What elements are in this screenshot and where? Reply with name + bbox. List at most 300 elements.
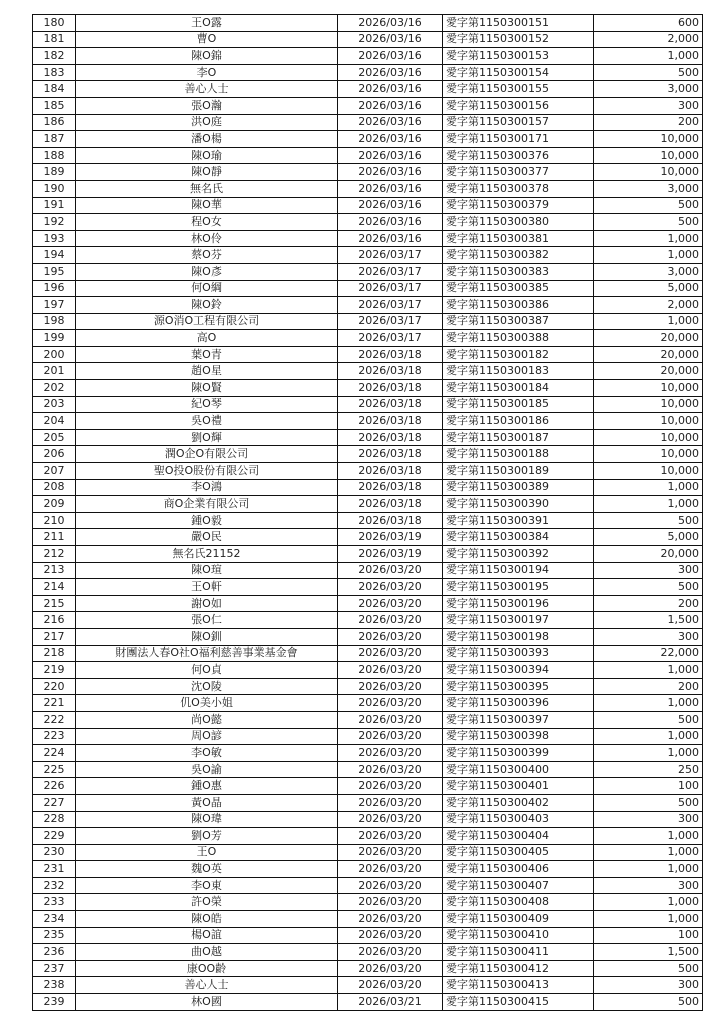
donation-date-cell: 2026/03/18 (338, 496, 443, 513)
table-row (33, 794, 703, 811)
amount-cell: 10,000 (594, 147, 703, 164)
donation-date-cell: 2026/03/20 (338, 861, 443, 878)
donor-name-cell: 楊O誼 (76, 927, 338, 944)
donation-date-cell: 2026/03/20 (338, 761, 443, 778)
donor-name-cell: 尚O懿 (76, 711, 338, 728)
table-row (33, 48, 703, 65)
amount-cell: 500 (594, 794, 703, 811)
receipt-number-cell: 愛字第1150300396 (443, 695, 594, 712)
receipt-number-cell: 愛字第1150300387 (443, 313, 594, 330)
receipt-number-cell: 愛字第1150300378 (443, 180, 594, 197)
row-number-cell: 214 (33, 579, 76, 596)
receipt-number-cell: 愛字第1150300151 (443, 15, 594, 32)
donation-date-cell: 2026/03/20 (338, 562, 443, 579)
table-row (33, 728, 703, 745)
row-number-cell: 230 (33, 844, 76, 861)
table-row (33, 877, 703, 894)
row-number-cell: 215 (33, 595, 76, 612)
receipt-number-cell: 愛字第1150300182 (443, 346, 594, 363)
row-number-cell: 182 (33, 48, 76, 65)
receipt-number-cell: 愛字第1150300386 (443, 297, 594, 314)
table-row (33, 247, 703, 264)
donor-name-cell: 無名氏21152 (76, 546, 338, 563)
donor-name-cell: 無名氏 (76, 180, 338, 197)
table-row (33, 612, 703, 629)
donor-name-cell: 洪O庭 (76, 114, 338, 131)
amount-cell: 300 (594, 977, 703, 994)
receipt-number-cell: 愛字第1150300186 (443, 413, 594, 430)
amount-cell: 1,000 (594, 662, 703, 679)
receipt-number-cell: 愛字第1150300381 (443, 230, 594, 247)
donor-name-cell: 林O國 (76, 994, 338, 1011)
row-number-cell: 233 (33, 894, 76, 911)
donor-name-cell: 曲O越 (76, 944, 338, 961)
receipt-number-cell: 愛字第1150300155 (443, 81, 594, 98)
table-row (33, 380, 703, 397)
amount-cell: 1,500 (594, 944, 703, 961)
amount-cell: 1,500 (594, 612, 703, 629)
amount-cell: 600 (594, 15, 703, 32)
donor-name-cell: 李O敏 (76, 745, 338, 762)
receipt-number-cell: 愛字第1150300183 (443, 363, 594, 380)
amount-cell: 1,000 (594, 911, 703, 928)
donor-name-cell: 謝O如 (76, 595, 338, 612)
donation-date-cell: 2026/03/16 (338, 97, 443, 114)
amount-cell: 10,000 (594, 396, 703, 413)
donation-date-cell: 2026/03/20 (338, 645, 443, 662)
donation-date-cell: 2026/03/20 (338, 894, 443, 911)
amount-cell: 2,000 (594, 297, 703, 314)
row-number-cell: 207 (33, 463, 76, 480)
receipt-number-cell: 愛字第1150300415 (443, 994, 594, 1011)
donor-name-cell: 葉O青 (76, 346, 338, 363)
amount-cell: 10,000 (594, 429, 703, 446)
table-row (33, 927, 703, 944)
receipt-number-cell: 愛字第1150300402 (443, 794, 594, 811)
row-number-cell: 222 (33, 711, 76, 728)
table-row (33, 778, 703, 795)
donor-name-cell: 善心人士 (76, 977, 338, 994)
donation-date-cell: 2026/03/20 (338, 960, 443, 977)
table-row (33, 131, 703, 148)
donation-date-cell: 2026/03/16 (338, 64, 443, 81)
receipt-number-cell: 愛字第1150300188 (443, 446, 594, 463)
row-number-cell: 188 (33, 147, 76, 164)
row-number-cell: 184 (33, 81, 76, 98)
row-number-cell: 209 (33, 496, 76, 513)
donation-date-cell: 2026/03/17 (338, 297, 443, 314)
row-number-cell: 199 (33, 330, 76, 347)
amount-cell: 3,000 (594, 263, 703, 280)
receipt-number-cell: 愛字第1150300393 (443, 645, 594, 662)
amount-cell: 1,000 (594, 230, 703, 247)
receipt-number-cell: 愛字第1150300406 (443, 861, 594, 878)
donation-table-body (33, 15, 703, 1011)
donation-date-cell: 2026/03/20 (338, 877, 443, 894)
donor-name-cell: 陳O鈴 (76, 297, 338, 314)
amount-cell: 20,000 (594, 346, 703, 363)
donation-date-cell: 2026/03/16 (338, 48, 443, 65)
donor-name-cell: 劉O芳 (76, 828, 338, 845)
receipt-number-cell: 愛字第1150300397 (443, 711, 594, 728)
table-row (33, 313, 703, 330)
table-row (33, 861, 703, 878)
donation-date-cell: 2026/03/16 (338, 15, 443, 32)
amount-cell: 300 (594, 811, 703, 828)
row-number-cell: 201 (33, 363, 76, 380)
donation-date-cell: 2026/03/18 (338, 512, 443, 529)
row-number-cell: 228 (33, 811, 76, 828)
receipt-number-cell: 愛字第1150300157 (443, 114, 594, 131)
amount-cell: 500 (594, 512, 703, 529)
table-row (33, 446, 703, 463)
receipt-number-cell: 愛字第1150300411 (443, 944, 594, 961)
table-row (33, 197, 703, 214)
donation-date-cell: 2026/03/16 (338, 230, 443, 247)
amount-cell: 200 (594, 114, 703, 131)
receipt-number-cell: 愛字第1150300395 (443, 678, 594, 695)
amount-cell: 500 (594, 994, 703, 1011)
amount-cell: 300 (594, 628, 703, 645)
table-row (33, 479, 703, 496)
table-row (33, 695, 703, 712)
amount-cell: 1,000 (594, 313, 703, 330)
row-number-cell: 234 (33, 911, 76, 928)
amount-cell: 500 (594, 64, 703, 81)
donor-name-cell: 康OO齡 (76, 960, 338, 977)
table-row (33, 496, 703, 513)
table-row (33, 363, 703, 380)
receipt-number-cell: 愛字第1150300154 (443, 64, 594, 81)
receipt-number-cell: 愛字第1150300194 (443, 562, 594, 579)
donation-date-cell: 2026/03/17 (338, 263, 443, 280)
donor-name-cell: 陳O彥 (76, 263, 338, 280)
receipt-number-cell: 愛字第1150300394 (443, 662, 594, 679)
donation-date-cell: 2026/03/18 (338, 413, 443, 430)
donation-date-cell: 2026/03/19 (338, 546, 443, 563)
donation-date-cell: 2026/03/17 (338, 247, 443, 264)
table-row (33, 529, 703, 546)
row-number-cell: 213 (33, 562, 76, 579)
table-row (33, 678, 703, 695)
receipt-number-cell: 愛字第1150300156 (443, 97, 594, 114)
amount-cell: 1,000 (594, 48, 703, 65)
donation-date-cell: 2026/03/20 (338, 977, 443, 994)
row-number-cell: 235 (33, 927, 76, 944)
row-number-cell: 231 (33, 861, 76, 878)
donor-name-cell: 何O貞 (76, 662, 338, 679)
receipt-number-cell: 愛字第1150300401 (443, 778, 594, 795)
donor-name-cell: 何O綱 (76, 280, 338, 297)
receipt-number-cell: 愛字第1150300185 (443, 396, 594, 413)
table-row (33, 164, 703, 181)
receipt-number-cell: 愛字第1150300388 (443, 330, 594, 347)
row-number-cell: 226 (33, 778, 76, 795)
row-number-cell: 195 (33, 263, 76, 280)
donor-name-cell: 趙O星 (76, 363, 338, 380)
table-row (33, 81, 703, 98)
donor-name-cell: 嚴O民 (76, 529, 338, 546)
amount-cell: 200 (594, 595, 703, 612)
donor-name-cell: 王O軒 (76, 579, 338, 596)
row-number-cell: 203 (33, 396, 76, 413)
table-row (33, 960, 703, 977)
donation-date-cell: 2026/03/20 (338, 828, 443, 845)
donation-date-cell: 2026/03/16 (338, 164, 443, 181)
donation-date-cell: 2026/03/19 (338, 529, 443, 546)
table-row (33, 64, 703, 81)
donor-name-cell: 潘O楊 (76, 131, 338, 148)
table-row (33, 894, 703, 911)
receipt-number-cell: 愛字第1150300392 (443, 546, 594, 563)
donor-name-cell: 陳O靜 (76, 164, 338, 181)
table-row (33, 15, 703, 32)
donation-date-cell: 2026/03/20 (338, 678, 443, 695)
donor-name-cell: 張O瀚 (76, 97, 338, 114)
row-number-cell: 183 (33, 64, 76, 81)
receipt-number-cell: 愛字第1150300376 (443, 147, 594, 164)
table-row (33, 97, 703, 114)
table-row (33, 297, 703, 314)
row-number-cell: 185 (33, 97, 76, 114)
amount-cell: 500 (594, 711, 703, 728)
row-number-cell: 208 (33, 479, 76, 496)
table-row (33, 546, 703, 563)
amount-cell: 20,000 (594, 546, 703, 563)
receipt-number-cell: 愛字第1150300407 (443, 877, 594, 894)
donor-name-cell: 周O諺 (76, 728, 338, 745)
donor-name-cell: 財團法人春O社O福利慈善事業基金會 (76, 645, 338, 662)
donation-date-cell: 2026/03/20 (338, 927, 443, 944)
donor-name-cell: 仉O美小姐 (76, 695, 338, 712)
table-row (33, 230, 703, 247)
donation-date-cell: 2026/03/16 (338, 81, 443, 98)
amount-cell: 10,000 (594, 380, 703, 397)
row-number-cell: 206 (33, 446, 76, 463)
row-number-cell: 193 (33, 230, 76, 247)
amount-cell: 1,000 (594, 844, 703, 861)
row-number-cell: 196 (33, 280, 76, 297)
row-number-cell: 232 (33, 877, 76, 894)
row-number-cell: 239 (33, 994, 76, 1011)
row-number-cell: 212 (33, 546, 76, 563)
table-row (33, 628, 703, 645)
donation-date-cell: 2026/03/17 (338, 330, 443, 347)
amount-cell: 1,000 (594, 496, 703, 513)
amount-cell: 10,000 (594, 164, 703, 181)
donation-date-cell: 2026/03/18 (338, 446, 443, 463)
amount-cell: 10,000 (594, 131, 703, 148)
donor-name-cell: 程O女 (76, 214, 338, 231)
receipt-number-cell: 愛字第1150300187 (443, 429, 594, 446)
donation-date-cell: 2026/03/20 (338, 844, 443, 861)
amount-cell: 20,000 (594, 330, 703, 347)
donor-name-cell: 沈O陵 (76, 678, 338, 695)
donor-name-cell: 陳O錦 (76, 48, 338, 65)
receipt-number-cell: 愛字第1150300408 (443, 894, 594, 911)
table-row (33, 645, 703, 662)
table-row (33, 579, 703, 596)
donor-name-cell: 陳O華 (76, 197, 338, 214)
donation-date-cell: 2026/03/20 (338, 628, 443, 645)
receipt-number-cell: 愛字第1150300197 (443, 612, 594, 629)
donation-date-cell: 2026/03/17 (338, 313, 443, 330)
receipt-number-cell: 愛字第1150300403 (443, 811, 594, 828)
donor-name-cell: 陳O賢 (76, 380, 338, 397)
table-row (33, 263, 703, 280)
table-row (33, 512, 703, 529)
row-number-cell: 187 (33, 131, 76, 148)
amount-cell: 5,000 (594, 280, 703, 297)
receipt-number-cell: 愛字第1150300377 (443, 164, 594, 181)
table-row (33, 662, 703, 679)
receipt-number-cell: 愛字第1150300399 (443, 745, 594, 762)
table-row (33, 180, 703, 197)
donation-date-cell: 2026/03/20 (338, 944, 443, 961)
amount-cell: 300 (594, 877, 703, 894)
amount-cell: 22,000 (594, 645, 703, 662)
row-number-cell: 202 (33, 380, 76, 397)
table-row (33, 214, 703, 231)
donor-name-cell: 王O露 (76, 15, 338, 32)
row-number-cell: 190 (33, 180, 76, 197)
donor-name-cell: 潤O企O有限公司 (76, 446, 338, 463)
donor-name-cell: 王O (76, 844, 338, 861)
amount-cell: 300 (594, 562, 703, 579)
donation-date-cell: 2026/03/16 (338, 114, 443, 131)
amount-cell: 1,000 (594, 247, 703, 264)
amount-cell: 100 (594, 778, 703, 795)
receipt-number-cell: 愛字第1150300413 (443, 977, 594, 994)
donor-name-cell: 李O東 (76, 877, 338, 894)
donor-name-cell: 陳O釧 (76, 628, 338, 645)
row-number-cell: 237 (33, 960, 76, 977)
donation-date-cell: 2026/03/16 (338, 131, 443, 148)
receipt-number-cell: 愛字第1150300389 (443, 479, 594, 496)
row-number-cell: 180 (33, 15, 76, 32)
row-number-cell: 217 (33, 628, 76, 645)
amount-cell: 3,000 (594, 81, 703, 98)
receipt-number-cell: 愛字第1150300398 (443, 728, 594, 745)
table-row (33, 944, 703, 961)
receipt-number-cell: 愛字第1150300196 (443, 595, 594, 612)
donor-name-cell: 善心人士 (76, 81, 338, 98)
amount-cell: 200 (594, 678, 703, 695)
donor-name-cell: 劉O輝 (76, 429, 338, 446)
donor-name-cell: 鍾O惠 (76, 778, 338, 795)
row-number-cell: 198 (33, 313, 76, 330)
amount-cell: 10,000 (594, 413, 703, 430)
receipt-number-cell: 愛字第1150300412 (443, 960, 594, 977)
row-number-cell: 200 (33, 346, 76, 363)
donation-date-cell: 2026/03/18 (338, 463, 443, 480)
donation-date-cell: 2026/03/16 (338, 197, 443, 214)
donor-name-cell: 蔡O芬 (76, 247, 338, 264)
donation-date-cell: 2026/03/20 (338, 711, 443, 728)
table-row (33, 811, 703, 828)
donor-name-cell: 吳O禮 (76, 413, 338, 430)
donor-name-cell: 陳O瑜 (76, 147, 338, 164)
receipt-number-cell: 愛字第1150300410 (443, 927, 594, 944)
table-row (33, 463, 703, 480)
table-row (33, 994, 703, 1011)
table-row (33, 711, 703, 728)
donor-name-cell: 李O鴻 (76, 479, 338, 496)
donation-date-cell: 2026/03/16 (338, 31, 443, 48)
donor-name-cell: 商O企業有限公司 (76, 496, 338, 513)
donor-name-cell: 紀O琴 (76, 396, 338, 413)
receipt-number-cell: 愛字第1150300390 (443, 496, 594, 513)
donation-date-cell: 2026/03/20 (338, 794, 443, 811)
amount-cell: 10,000 (594, 463, 703, 480)
table-row (33, 745, 703, 762)
receipt-number-cell: 愛字第1150300400 (443, 761, 594, 778)
donation-date-cell: 2026/03/20 (338, 695, 443, 712)
row-number-cell: 227 (33, 794, 76, 811)
donation-date-cell: 2026/03/18 (338, 479, 443, 496)
amount-cell: 1,000 (594, 861, 703, 878)
row-number-cell: 194 (33, 247, 76, 264)
donation-date-cell: 2026/03/20 (338, 579, 443, 596)
donation-date-cell: 2026/03/18 (338, 346, 443, 363)
row-number-cell: 221 (33, 695, 76, 712)
donor-name-cell: 聖O投O股份有限公司 (76, 463, 338, 480)
donation-date-cell: 2026/03/20 (338, 662, 443, 679)
receipt-number-cell: 愛字第1150300184 (443, 380, 594, 397)
donation-date-cell: 2026/03/20 (338, 728, 443, 745)
table-row (33, 346, 703, 363)
receipt-number-cell: 愛字第1150300384 (443, 529, 594, 546)
amount-cell: 1,000 (594, 728, 703, 745)
donor-name-cell: 張O仁 (76, 612, 338, 629)
receipt-number-cell: 愛字第1150300171 (443, 131, 594, 148)
table-row (33, 330, 703, 347)
receipt-number-cell: 愛字第1150300405 (443, 844, 594, 861)
row-number-cell: 197 (33, 297, 76, 314)
amount-cell: 10,000 (594, 446, 703, 463)
donor-name-cell: 魏O英 (76, 861, 338, 878)
amount-cell: 500 (594, 197, 703, 214)
table-row (33, 977, 703, 994)
row-number-cell: 236 (33, 944, 76, 961)
receipt-number-cell: 愛字第1150300380 (443, 214, 594, 231)
table-row (33, 595, 703, 612)
donation-date-cell: 2026/03/16 (338, 214, 443, 231)
donation-table (32, 14, 703, 1011)
receipt-number-cell: 愛字第1150300153 (443, 48, 594, 65)
amount-cell: 1,000 (594, 695, 703, 712)
receipt-number-cell: 愛字第1150300382 (443, 247, 594, 264)
row-number-cell: 186 (33, 114, 76, 131)
donation-date-cell: 2026/03/18 (338, 363, 443, 380)
donation-date-cell: 2026/03/20 (338, 911, 443, 928)
donation-date-cell: 2026/03/18 (338, 380, 443, 397)
table-row (33, 280, 703, 297)
donor-name-cell: 曹O (76, 31, 338, 48)
donor-name-cell: 源O消O工程有限公司 (76, 313, 338, 330)
amount-cell: 250 (594, 761, 703, 778)
donor-name-cell: 許O榮 (76, 894, 338, 911)
donation-date-cell: 2026/03/21 (338, 994, 443, 1011)
receipt-number-cell: 愛字第1150300195 (443, 579, 594, 596)
row-number-cell: 204 (33, 413, 76, 430)
amount-cell: 500 (594, 579, 703, 596)
table-row (33, 761, 703, 778)
amount-cell: 1,000 (594, 894, 703, 911)
receipt-number-cell: 愛字第1150300189 (443, 463, 594, 480)
receipt-number-cell: 愛字第1150300383 (443, 263, 594, 280)
donation-date-cell: 2026/03/20 (338, 612, 443, 629)
